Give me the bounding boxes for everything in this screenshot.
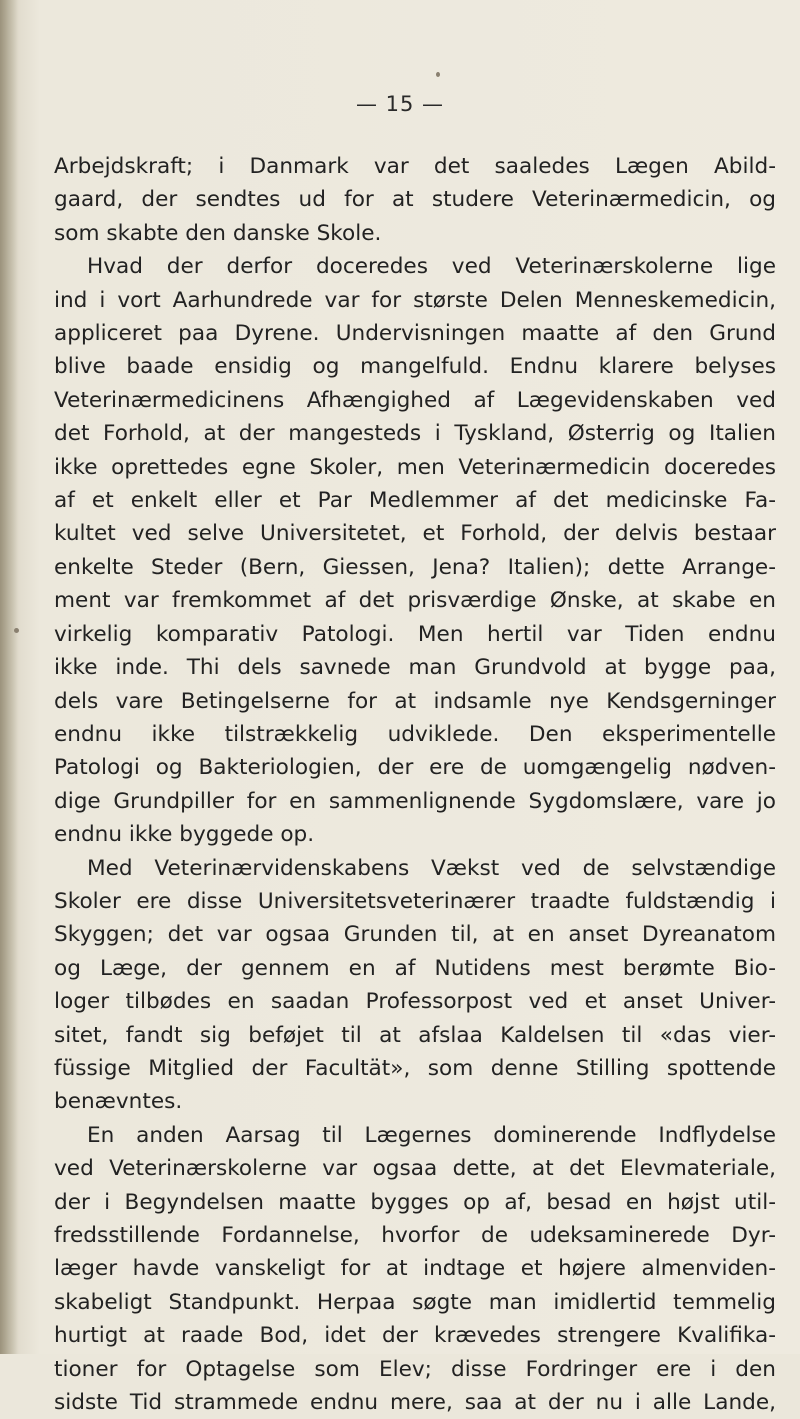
text-line: Veterinærmedicinens Afhængighed af Lægevidenskaben ved	[54, 387, 776, 413]
text-line: En anden Aarsag til Lægernes dominerende Indflydelse	[87, 1122, 776, 1148]
text-line: dels vare Betingelserne for at indsamle nye Kendsgerninger	[54, 688, 776, 714]
page-number: — 15 —	[355, 92, 445, 116]
text-line: hurtigt at raade Bod, idet der krævedes strengere Kvalifika-	[54, 1323, 776, 1349]
text-line: ikke oprettedes egne Skoler, men Veterinærmedicin doceredes	[54, 454, 776, 480]
text-line: füssige Mitglied der Facultät», som denne Stilling spottende	[54, 1055, 776, 1081]
text-line: sitet, fandt sig beføjet til at afslaa Kaldelsen til «das vier-	[54, 1022, 776, 1048]
text-line: virkelig komparativ Patologi. Men hertil var Tiden endnu	[54, 621, 776, 647]
text-line: dige Grundpiller for en sammenlignende Sygdomslære, vare jo	[54, 788, 776, 814]
text-line: endnu ikke byggede op.	[54, 822, 315, 848]
text-line: ikke inde. Thi dels savnede man Grundvold at bygge paa,	[54, 655, 776, 681]
text-line: det Forhold, at der mangesteds i Tyskland, Østerrig og Italien	[54, 421, 776, 447]
text-line: der i Begyndelsen maatte bygges op af, besad en højst util-	[54, 1189, 776, 1215]
text-line: sidste Tid strammede endnu mere, saa at der nu i alle Lande,	[54, 1390, 776, 1416]
text-line: gaard, der sendtes ud for at studere Veterinærmedicin, og	[54, 187, 776, 213]
text-line: tioner for Optagelse som Elev; disse Fordringer ere i den	[54, 1356, 776, 1382]
page-gutter-shadow	[0, 0, 18, 1354]
text-line: kultet ved selve Universitetet, et Forhold, der delvis bestaar	[54, 521, 776, 547]
text-line: blive baade ensidig og mangelfuld. Endnu klarere belyses	[54, 354, 776, 380]
text-line: appliceret paa Dyrene. Undervisningen maatte af den Grund	[54, 321, 776, 347]
text-line: Med Veterinærvidenskabens Vækst ved de selvstændige	[87, 855, 776, 881]
text-line: fredsstillende Fordannelse, hvorfor de udeksaminerede Dyr-	[54, 1223, 776, 1248]
print-speck	[436, 72, 440, 77]
print-speck	[14, 628, 19, 633]
text-line: Skoler ere disse Universitetsveterinærer traadte fuldstændig i	[54, 888, 776, 914]
text-line: enkelte Steder (Bern, Giessen, Jena? Italien); dette Arrange-	[54, 554, 776, 580]
text-line: som skabte den danske Skole.	[54, 220, 382, 246]
text-line: Hvad der derfor doceredes ved Veterinærskolerne lige	[87, 254, 776, 280]
text-line: Patologi og Bakteriologien, der ere de uomgængelig nødven-	[54, 755, 776, 781]
text-line: loger tilbødes en saadan Professorpost ved et anset Univer-	[54, 989, 776, 1015]
text-line: og Læge, der gennem en af Nutidens mest berømte Bio-	[54, 955, 776, 981]
text-line: endnu ikke tilstrækkelig udviklede. Den eksperimentelle	[54, 721, 776, 747]
text-line: ind i vort Aarhundrede var for største Delen Menneskemedicin,	[54, 287, 776, 313]
text-line: skabeligt Standpunkt. Herpaa søgte man imidlertid temmelig	[54, 1289, 776, 1315]
text-line: læger havde vanskeligt for at indtage et højere almenviden-	[54, 1256, 776, 1282]
text-line: ved Veterinærskolerne var ogsaa dette, at det Elevmateriale,	[54, 1156, 776, 1182]
text-line: Skyggen; det var ogsaa Grunden til, at en anset Dyreanatom	[54, 922, 776, 948]
text-line: benævntes.	[54, 1089, 183, 1115]
text-line: Arbejdskraft; i Danmark var det saaledes Lægen Abild-	[54, 154, 776, 179]
body-text	[54, 150, 776, 1419]
text-line: ment var fremkommet af det prisværdige Ønske, at skabe en	[54, 588, 776, 614]
text-line: af et enkelt eller et Par Medlemmer af det medicinske Fa-	[54, 488, 776, 514]
